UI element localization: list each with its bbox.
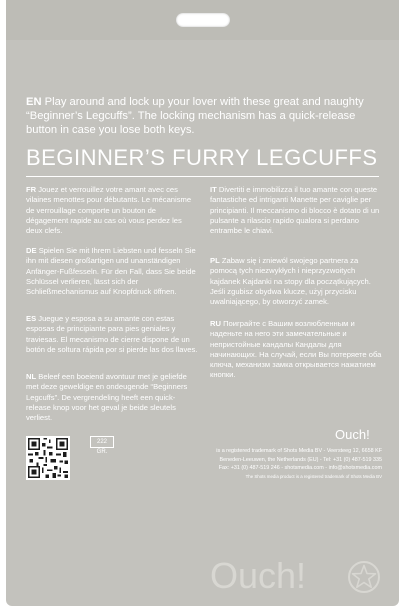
lang-tag-en: EN xyxy=(26,96,42,108)
qr-code-icon xyxy=(26,436,70,480)
legal-line: Fax: +31 (0) 487-519 246 - shotsmedia.com - info@shotsmedia.com xyxy=(218,465,382,472)
desc-de xyxy=(26,246,198,297)
product-title: BEGINNER’S FURRY LEGCUFFS xyxy=(26,145,378,170)
desc-nl xyxy=(26,372,198,423)
desc-fr-text: Jouez et verrouillez votre amant avec ces vilaines menottes pour débutants. Le mécanisme de verrouillage comporte un bouton de dégagement rapide au cas où vous perdez les deux clefs. xyxy=(26,185,192,236)
packaging-card xyxy=(6,0,399,606)
brand-name: Ouch! xyxy=(335,427,370,442)
title-divider xyxy=(26,176,379,177)
desc-pl xyxy=(210,256,382,307)
desc-es xyxy=(26,314,198,355)
brand-logo: Ouch! xyxy=(210,555,307,596)
lang-tag-it: IT xyxy=(210,185,217,194)
hang-hole xyxy=(176,13,230,27)
desc-de-text: Spielen Sie mit Ihrem Liebsten und fesseln Sie ihn mit diesen großartigen und unanständigen Anfänger-Fußfesseln. Für den Fall, dass Sie beide Schlüssel verlieren, lässt sich der Schließmechanismus auf Knopfdruck öffnen. xyxy=(26,246,196,297)
legal-line: Beneden-Leeuwen, the Netherlands (EU) - Tel: +31 (0) 487-519 335 xyxy=(219,456,382,463)
desc-ru-text: Поиграйте с Вашим возлюбленным и наденьте на него эти замечательные и непристойные кандалы Кандалы для начинающих. На случай, если Вы потеряете оба ключа, механизм замка открывается нажатием кнопки. xyxy=(210,319,382,380)
desc-it xyxy=(210,185,382,236)
intro-paragraph xyxy=(26,95,381,137)
desc-ru xyxy=(210,319,382,381)
desc-nl-text: Beleef een boeiend avontuur met je geliefde met deze geweldige en ondeugende “Beginners Legcuffs”. De vergrendeling heeft een quick-release knop voor het geval je beide sleutels verliest. xyxy=(26,372,188,423)
star-icon xyxy=(347,560,381,594)
desc-fr xyxy=(26,185,198,236)
lang-tag-ru: RU xyxy=(210,319,221,328)
desc-es-text: Juegue y esposa a su amante con estas esposas de principiante para pies geniales y traviesas. El mecanismo de cierre dispone de un botón de soltura rápida por si pierde las dos llaves. xyxy=(26,314,198,354)
intro-text: Play around and lock up your lover with these great and naughty “Beginner’s Legcuffs”. The locking mechanism has a quick-release button in case you lose both keys. xyxy=(26,96,364,136)
legal-text xyxy=(142,447,382,481)
lang-tag-nl: NL xyxy=(26,372,37,381)
hanger-strip xyxy=(6,0,399,40)
lang-tag-fr: FR xyxy=(26,185,37,194)
lang-tag-pl: PL xyxy=(210,256,220,265)
lang-tag-de: DE xyxy=(26,246,37,255)
lang-tag-es: ES xyxy=(26,314,37,323)
legal-line: is a registered trademark of Shots Media BV - Veersteeg 12, 6658 KF xyxy=(216,448,382,454)
desc-it-text: Divertiti e immobilizza il tuo amante con queste fantastiche ed intriganti Manette per caviglie per principianti. Il meccanismo di blocco è dotato di un pulsante a rilascio rapido qualora si perdano entrambe le chiavi. xyxy=(210,185,380,236)
weight-label: 222 GR. xyxy=(90,436,114,448)
desc-pl-text: Zabaw się i zniewól swojego partnera za pomocą tych niezwykłych i nieprzyzwoitych kajdanek Kajdanki na stopy dla początkujących. Jeśli zgubisz obydwa klucze, użyj przycisku uwalniającego, by otworzyć zamek. xyxy=(210,256,371,307)
legal-line: The Shots media product is a registered trademark of Shots Media BV xyxy=(245,473,382,479)
